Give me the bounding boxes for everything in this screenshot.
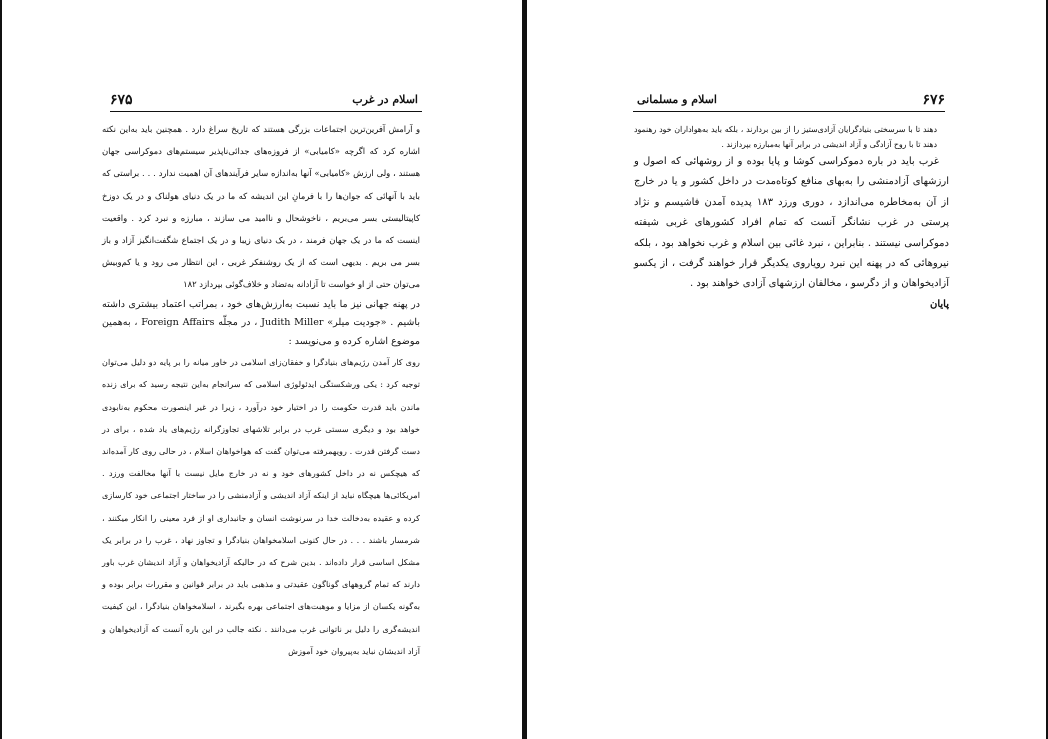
left-paragraph-1: و آرامش آفرین‌ترین اجتماعات بزرگی هستند که تاریخ سراغ دارد . همچنین باید به‌این نکته اشاره کرد که اگرچه «کامیابی» از فروزه‌های جدائی‌ناپذیر سیستم‌های دموکراسی جهان هستند ، ولی ارزش «کامیابی» آنها به‌اندازه سایر فرآیندهای آن اهمیت ندارد . . . براستی که باید با آنهائی که جوان‌ها را با فرمانِ این اندیشه که ما در یک دنیای هولناک و در یک دوزخ کاپیتالیستی بسر می‌بریم ، ناخوشحال و ناامید می سازند ، مبارزه و نبرد کرد . واقعیت اینست که ما در یک جهان فرمند ، در یک دنیای زیبا و در یک اجتماع شگفت‌انگیز آزاد و باز بسر می بریم . بدیهی است که از یک روشنفکر غربی ، این انتظار می رود و یا کم‌وبیش می‌توان حتی از او خواست تا آزادانه به‌تضاد و خلاف‌گوئی بپردازد ۱۸۲ bbox=[102, 124, 420, 290]
right-page-header bbox=[633, 92, 945, 112]
right-page-number: ۶۷۶ bbox=[922, 92, 945, 108]
left-page-body bbox=[102, 118, 420, 662]
left-page-number: ۶۷۵ bbox=[110, 92, 133, 108]
right-paragraph-1: غرب باید در باره دموکراسی کوشا و پایا بوده و از روشهائی که اصول و ارزشهای آزادمنشی را به‌بهای منافع کوتاه‌مدت در داخل کشور و یا در خارج از آن به‌مخاطره می‌اندازد ، دوری ورزد ۱۸۳ پدیده آمدن فاشیسم و نژاد پرستی در غرب نشانگر آنست که تمام افراد کشورهای غربی شیفته دموکراسی نیستند . بنابراین ، نبرد غائی بین اسلام و غرب نخواهد بود ، بلکه نیروهائی که در پهنه این نبرد رویاروی یکدیگر قرار خواهند گرفت ، از یکسو آزادیخواهان و از دگرسو ، مخالفان ارزشهای آزادی خواهند بود . bbox=[634, 156, 949, 290]
end-label: پایان bbox=[929, 298, 949, 310]
right-running-title: اسلام و مسلمانی bbox=[637, 93, 717, 106]
left-paragraph-2: در پهنه جهانی نیز ما باید نسبت به‌ارزش‌های خود ، بمراتب اعتماد بیشتری داشته باشیم . «جودیت میلر» Judith Miller ، در مجلّه Foreign Affairs ، به‌همین موضوع اشاره کرده و می‌نویسد : bbox=[102, 298, 420, 347]
left-page-header bbox=[110, 92, 422, 112]
left-page bbox=[0, 0, 522, 739]
right-page bbox=[525, 0, 1048, 739]
right-quote-continuation: دهند تا با سرسختی بنیادگرایان آزادی‌ستیز را از بین بردارند ، بلکه باید به‌هواداران خود رهنمود دهند تا با روح آزادگی و آزاد اندیشی در برابر آنها به‌مبارزه بپردازند . bbox=[634, 125, 937, 149]
left-quotation: روی کار آمدن رژیم‌های بنیادگرا و خفقان‌زای اسلامی در خاور میانه را بر پایه دو دلیل می‌توان توجیه کرد : یکی ورشکستگی ایدئولوژی اسلامی که سرانجام به‌این نتیجه رسید که برای زنده ماندن باید قدرت حکومت را در اختیار خود درآورد ، زیرا در غیر اینصورت محکوم به‌نابودی خواهد بود و دیگری سستی غرب در برابر تلاشهای تجاوزگرانه رژیم‌های یاد شده ، برای در دست گرفتن قدرت . رویهمرفته می‌توان گفت که هواخواهان اسلام ، در حالی روی کار آمده‌اند که هیچکس نه در داخل کشورهای خود و نه در خارج مایل نیست با آنها مخالفت ورزد . امریکائی‌ها هیچگاه نباید از اینکه آزاد اندیشی و آزادمنشی را در ساختار اجتماعی خود کارسازی کرده و عقیده به‌دخالت خدا در سرنوشت انسان و جانبداری او از فرد معینی را انکار میکنند ، شرمسار باشند . . . در حال کنونی اسلامخواهان بنیادگرا و تجاوز نهاد ، غرب را در برابر یک مشکل اساسی قرار داده‌اند . بدین شرح که در حالیکه آزادیخواهان و آزاد اندیشان غرب باور دارند که تمام گروههای گوناگون عقیدتی و مذهبی باید در برابر قوانین و مقررات برابر بوده و به‌گونه یکسان از مزایا و موهبت‌های اجتماعی بهره بگیرند ، اسلامخواهان بنیادگرا ، این کیفیت اندیشه‌گری را دلیل بر ناتوانی غرب می‌دانند . نکته جالب در این باره آنست که آزادیخواهان و آزاد اندیشان نباید به‌پیروان خود آموزش bbox=[102, 357, 420, 656]
left-running-title: اسلام در غرب bbox=[352, 93, 418, 106]
right-page-body bbox=[634, 122, 949, 315]
